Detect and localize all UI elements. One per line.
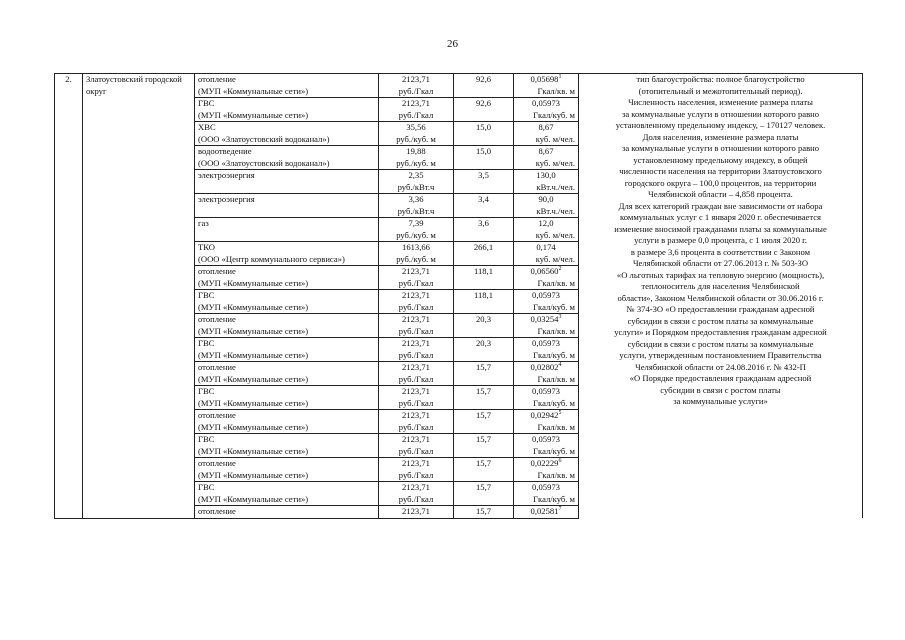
note-cell bbox=[579, 74, 863, 519]
rate-cell bbox=[454, 482, 514, 506]
tariff-value: 3,36 bbox=[408, 194, 424, 204]
norm-unit: куб. м/чел. bbox=[535, 157, 575, 168]
service-name: отопление bbox=[198, 266, 236, 276]
tariff-value: 2123,71 bbox=[402, 434, 430, 444]
norm-value: 0,05973 bbox=[532, 98, 560, 108]
tariff-value: 19,88 bbox=[406, 146, 426, 156]
norm-unit: куб. м/чел. bbox=[535, 253, 575, 264]
tariff-value: 35,56 bbox=[406, 122, 426, 132]
service-provider: (МУП «Коммунальные сети») bbox=[198, 421, 309, 432]
service-name: отопление bbox=[198, 506, 236, 516]
tariff-cell bbox=[379, 458, 454, 482]
rate-cell bbox=[454, 458, 514, 482]
norm-line bbox=[517, 146, 575, 158]
norm-line bbox=[517, 74, 575, 86]
note-line: (отопительный и межотопительный период). bbox=[638, 85, 803, 96]
rate-value: 15,7 bbox=[475, 386, 492, 396]
rate-cell bbox=[454, 122, 514, 146]
rate-cell bbox=[454, 218, 514, 242]
norm-value: 0,05973 bbox=[532, 290, 560, 300]
norm-value: 0,02942 bbox=[530, 410, 559, 420]
norm-value: 90,0 bbox=[538, 194, 554, 204]
service-provider: (ООО «Центр коммунального сервиса») bbox=[198, 253, 345, 264]
rate-value: 118,1 bbox=[473, 290, 494, 300]
norm-cell bbox=[514, 194, 579, 218]
rate-value: 15,7 bbox=[475, 506, 492, 516]
rate-cell bbox=[454, 146, 514, 170]
service-provider: (МУП «Коммунальные сети») bbox=[198, 373, 309, 384]
norm-line bbox=[517, 482, 575, 494]
norm-cell bbox=[514, 218, 579, 242]
service-provider: (МУП «Коммунальные сети») bbox=[198, 277, 309, 288]
tariff-cell bbox=[379, 74, 454, 98]
norm-unit: Гкал/кв. м bbox=[537, 85, 575, 96]
norm-unit: Гкал/кв. м bbox=[537, 373, 575, 384]
rate-value: 92,6 bbox=[475, 74, 492, 84]
norm-cell bbox=[514, 242, 579, 266]
norm-value: 130,0 bbox=[536, 170, 556, 180]
tariff-unit: руб./Гкал bbox=[398, 277, 434, 288]
rate-value: 15,0 bbox=[475, 146, 492, 156]
rate-value: 3,6 bbox=[478, 218, 489, 228]
service-cell bbox=[195, 242, 379, 266]
tariff-cell bbox=[379, 170, 454, 194]
norm-unit: куб. м/чел. bbox=[535, 229, 575, 240]
tariff-cell bbox=[379, 290, 454, 314]
norm-unit: Гкал/куб. м bbox=[533, 301, 575, 312]
tariff-cell bbox=[379, 338, 454, 362]
norm-footnote: 2 bbox=[558, 266, 562, 273]
note-line: субсидии в связи с ростом платы за коммунальные bbox=[627, 338, 814, 349]
norm-line bbox=[517, 98, 575, 110]
norm-value: 8,67 bbox=[538, 146, 554, 156]
norm-unit: Гкал/кв. м bbox=[537, 469, 575, 480]
note-line: «О Порядке предоставления гражданам адресной bbox=[629, 373, 812, 383]
rate-cell bbox=[454, 242, 514, 266]
norm-value: 0,03254 bbox=[530, 314, 559, 324]
norm-cell bbox=[514, 482, 579, 506]
tariff-cell bbox=[379, 410, 454, 434]
norm-cell bbox=[514, 170, 579, 194]
service-name: ХВС bbox=[198, 122, 216, 132]
norm-cell bbox=[514, 266, 579, 290]
service-cell bbox=[195, 170, 379, 194]
tariff-cell bbox=[379, 146, 454, 170]
service-cell bbox=[195, 458, 379, 482]
tariff-unit: руб./куб. м bbox=[396, 133, 436, 144]
service-name: отопление bbox=[198, 74, 236, 84]
service-cell bbox=[195, 98, 379, 122]
rate-value: 15,0 bbox=[475, 122, 492, 132]
tariff-value: 2123,71 bbox=[402, 410, 430, 420]
note-line: услуги, утвержденным постановлением Правительства bbox=[619, 350, 822, 360]
service-name: отопление bbox=[198, 458, 236, 468]
tariff-value: 2123,71 bbox=[402, 266, 430, 276]
note-line: коммунальных услуг с 1 января 2020 г. обеспечивается bbox=[620, 212, 821, 222]
norm-cell bbox=[514, 506, 579, 519]
norm-unit: кВт.ч./чел. bbox=[536, 205, 575, 216]
tariff-cell bbox=[379, 386, 454, 410]
service-cell bbox=[195, 314, 379, 338]
tariff-value: 2123,71 bbox=[402, 458, 430, 468]
note-line: за коммунальные услуги в отношении которого равно bbox=[621, 143, 820, 153]
rate-value: 3,5 bbox=[478, 170, 489, 180]
note-line: услуги в размере 0,0 процента, с 1 июля 2020 г. bbox=[634, 235, 807, 245]
tariff-value: 2123,71 bbox=[402, 482, 430, 492]
rate-cell bbox=[454, 338, 514, 362]
rate-cell bbox=[454, 362, 514, 386]
norm-line bbox=[517, 338, 575, 350]
norm-footnote: 1 bbox=[558, 74, 562, 81]
norm-line bbox=[517, 122, 575, 134]
norm-line bbox=[517, 362, 575, 374]
service-provider: (МУП «Коммунальные сети») bbox=[198, 493, 309, 504]
norm-cell bbox=[514, 338, 579, 362]
tariff-value: 2123,71 bbox=[402, 74, 430, 84]
norm-unit: Гкал/куб. м bbox=[533, 493, 575, 504]
rate-cell bbox=[454, 266, 514, 290]
tariff-unit: руб./куб. м bbox=[396, 253, 436, 264]
tariff-value: 2123,71 bbox=[402, 290, 430, 300]
note-line: численности населения на территории Златоустовского bbox=[619, 166, 822, 176]
service-name: ГВС bbox=[198, 290, 215, 300]
service-name: ГВС bbox=[198, 98, 215, 108]
note-line: Численность населения, изменение размера платы bbox=[628, 97, 813, 107]
service-name: отопление bbox=[198, 314, 236, 324]
note-line: в размере 3,6 процента в соответствии с Законом bbox=[630, 246, 811, 257]
rate-cell bbox=[454, 74, 514, 98]
service-provider: (МУП «Коммунальные сети») bbox=[198, 349, 309, 360]
tariff-value: 2123,71 bbox=[402, 314, 430, 324]
norm-value: 8,67 bbox=[538, 122, 554, 132]
norm-cell bbox=[514, 146, 579, 170]
norm-line bbox=[517, 506, 575, 518]
row-number: 2. bbox=[55, 74, 83, 519]
tariff-cell bbox=[379, 98, 454, 122]
note-line: субсидии в связи с ростом платы bbox=[660, 384, 781, 395]
norm-line bbox=[517, 386, 575, 398]
tariff-cell bbox=[379, 362, 454, 386]
norm-cell bbox=[514, 122, 579, 146]
norm-line bbox=[517, 170, 575, 182]
tariff-value: 2,35 bbox=[408, 170, 424, 180]
norm-unit: Гкал/куб. м bbox=[533, 349, 575, 360]
norm-footnote: 5 bbox=[558, 410, 562, 417]
tariff-value: 1613,66 bbox=[402, 242, 430, 252]
note-line: Для всех категорий граждан вне зависимости от набора bbox=[618, 200, 823, 211]
norm-value: 0,05973 bbox=[532, 482, 560, 492]
norm-cell bbox=[514, 386, 579, 410]
norm-unit: кВт.ч./чел. bbox=[536, 181, 575, 192]
service-cell bbox=[195, 290, 379, 314]
norm-cell bbox=[514, 290, 579, 314]
norm-value: 0,02229 bbox=[530, 458, 559, 468]
tariff-cell bbox=[379, 266, 454, 290]
note-line: установленному предельному индексу, – 170127 человек. bbox=[615, 120, 826, 130]
rate-value: 3,4 bbox=[478, 194, 489, 204]
tariff-unit: руб./Гкал bbox=[398, 301, 434, 312]
tariff-unit: руб./куб. м bbox=[396, 157, 436, 168]
norm-cell bbox=[514, 434, 579, 458]
norm-cell bbox=[514, 410, 579, 434]
note-line: Челябинской области от 27.06.2013 г. № 503-ЗО bbox=[632, 258, 809, 268]
service-cell bbox=[195, 146, 379, 170]
norm-unit: Гкал/кв. м bbox=[537, 421, 575, 432]
note-line: теплоноситель для населения Челябинской bbox=[641, 281, 800, 291]
tariff-unit: руб./Гкал bbox=[398, 493, 434, 504]
tariff-value: 2123,71 bbox=[402, 386, 430, 396]
tariff-unit: руб./Гкал bbox=[398, 325, 434, 336]
note-line: № 374-ЗО «О предоставлении гражданам адресной bbox=[626, 304, 815, 314]
tariff-unit: руб./Гкал bbox=[398, 373, 434, 384]
tariff-cell bbox=[379, 218, 454, 242]
norm-unit: Гкал/куб. м bbox=[533, 109, 575, 120]
tariff-unit: руб./Гкал bbox=[398, 421, 434, 432]
note-line: Челябинской области – 4,858 процента. bbox=[648, 189, 793, 199]
rate-cell bbox=[454, 314, 514, 338]
note-line: за коммунальные услуги в отношении которого равно bbox=[621, 108, 820, 119]
norm-unit: Гкал/куб. м bbox=[533, 445, 575, 456]
service-name: ГВС bbox=[198, 338, 215, 348]
tariff-value: 2123,71 bbox=[402, 362, 430, 372]
service-name: ГВС bbox=[198, 386, 215, 396]
service-provider: (МУП «Коммунальные сети») bbox=[198, 325, 309, 336]
note-line: Доля населения, изменение размера платы bbox=[642, 131, 799, 142]
rate-value: 266,1 bbox=[473, 242, 494, 252]
norm-unit: Гкал/куб. м bbox=[533, 397, 575, 408]
norm-unit: Гкал/кв. м bbox=[537, 325, 575, 336]
rate-value: 20,3 bbox=[475, 338, 492, 348]
tariff-cell bbox=[379, 314, 454, 338]
tariff-unit: руб./Гкал bbox=[398, 469, 434, 480]
tariff-unit: руб./Гкал bbox=[398, 109, 434, 120]
rate-value: 92,6 bbox=[475, 98, 492, 108]
service-cell bbox=[195, 410, 379, 434]
norm-line bbox=[517, 434, 575, 446]
norm-value: 12,0 bbox=[538, 218, 554, 228]
service-cell bbox=[195, 362, 379, 386]
tariff-cell bbox=[379, 242, 454, 266]
service-name: ТКО bbox=[198, 242, 215, 252]
service-cell bbox=[195, 386, 379, 410]
norm-footnote: 3 bbox=[558, 314, 562, 321]
tariff-value: 2123,71 bbox=[402, 506, 430, 516]
tariff-unit: руб./Гкал bbox=[398, 397, 434, 408]
note-line: Челябинской области от 24.08.2016 г. № 432-П bbox=[635, 361, 806, 372]
service-cell bbox=[195, 266, 379, 290]
note-line: тип благоустройства: полное благоустройство bbox=[636, 74, 805, 84]
tariff-cell bbox=[379, 194, 454, 218]
note-line: за коммунальные услуги» bbox=[673, 396, 768, 406]
tariff-value: 2123,71 bbox=[402, 338, 430, 348]
norm-footnote: 4 bbox=[558, 362, 562, 369]
tariff-cell bbox=[379, 122, 454, 146]
note-line: установленному предельному индексу, в общей bbox=[633, 154, 808, 165]
rate-value: 15,7 bbox=[475, 482, 492, 492]
rate-value: 118,1 bbox=[473, 266, 494, 276]
tariff-unit: руб./Гкал bbox=[398, 349, 434, 360]
service-cell bbox=[195, 194, 379, 218]
norm-value: 0,06560 bbox=[530, 266, 559, 276]
service-name: газ bbox=[198, 218, 209, 228]
norm-line bbox=[517, 218, 575, 230]
rate-cell bbox=[454, 410, 514, 434]
norm-cell bbox=[514, 362, 579, 386]
norm-line bbox=[517, 194, 575, 206]
norm-footnote: 6 bbox=[558, 458, 562, 465]
rate-cell bbox=[454, 98, 514, 122]
rate-cell bbox=[454, 290, 514, 314]
norm-value: 0,05698 bbox=[530, 74, 559, 84]
note-line: субсидии в связи с ростом платы за коммунальные bbox=[627, 315, 814, 326]
rate-value: 15,7 bbox=[475, 410, 492, 420]
service-provider: (МУП «Коммунальные сети») bbox=[198, 469, 309, 480]
norm-cell bbox=[514, 458, 579, 482]
norm-value: 0,02802 bbox=[530, 362, 559, 372]
note-line: услуги» и Порядком предоставления гражданам адресной bbox=[614, 327, 827, 337]
service-provider: (МУП «Коммунальные сети») bbox=[198, 397, 309, 408]
service-provider: (ООО «Златоустовский водоканал») bbox=[198, 133, 330, 144]
note-line: изменение вносимой гражданами платы за коммунальные bbox=[614, 223, 827, 234]
tariff-unit: руб./Гкал bbox=[398, 85, 434, 96]
tariff-cell bbox=[379, 434, 454, 458]
tariff-cell bbox=[379, 506, 454, 519]
page-number: 26 bbox=[447, 38, 458, 50]
service-cell bbox=[195, 122, 379, 146]
norm-line bbox=[517, 266, 575, 278]
norm-footnote: 7 bbox=[558, 506, 562, 513]
tariff-unit: руб./куб. м bbox=[396, 229, 436, 240]
norm-value: 0,05973 bbox=[532, 338, 560, 348]
service-name: электроэнергия bbox=[198, 170, 255, 180]
norm-line bbox=[517, 242, 575, 254]
tariff-unit: руб./кВт.ч bbox=[397, 205, 435, 216]
tariff-value: 2123,71 bbox=[402, 98, 430, 108]
norm-unit: Гкал/кв. м bbox=[537, 277, 575, 288]
norm-cell bbox=[514, 74, 579, 98]
service-name: электроэнергия bbox=[198, 194, 255, 204]
rate-cell bbox=[454, 506, 514, 519]
norm-value: 0,174 bbox=[536, 242, 556, 252]
service-cell bbox=[195, 434, 379, 458]
service-provider: (МУП «Коммунальные сети») bbox=[198, 445, 309, 456]
service-name: водоотведение bbox=[198, 146, 252, 156]
norm-cell bbox=[514, 98, 579, 122]
service-provider: (ООО «Златоустовский водоканал») bbox=[198, 157, 330, 168]
tariff-cell bbox=[379, 482, 454, 506]
rate-value: 15,7 bbox=[475, 362, 492, 372]
tariff-table bbox=[54, 73, 863, 519]
service-name: отопление bbox=[198, 362, 236, 372]
service-cell bbox=[195, 482, 379, 506]
rate-cell bbox=[454, 386, 514, 410]
rate-value: 15,7 bbox=[475, 458, 492, 468]
service-provider: (МУП «Коммунальные сети») bbox=[198, 301, 309, 312]
municipality-name: Златоустовский городской округ bbox=[83, 74, 195, 519]
service-name: ГВС bbox=[198, 434, 215, 444]
note-line: области», Законом Челябинской области от 30.06.2016 г. bbox=[617, 292, 824, 303]
tariff-unit: руб./кВт.ч bbox=[397, 181, 435, 192]
note-line: «О льготных тарифах на тепловую энергию (мощность), bbox=[616, 269, 825, 280]
norm-unit: куб. м/чел. bbox=[535, 133, 575, 144]
service-cell bbox=[195, 74, 379, 98]
service-name: ГВС bbox=[198, 482, 215, 492]
norm-cell bbox=[514, 314, 579, 338]
norm-value: 0,05973 bbox=[532, 386, 560, 396]
norm-value: 0,05973 bbox=[532, 434, 560, 444]
rate-cell bbox=[454, 170, 514, 194]
note-line: городского округа – 100,0 процентов, на территории bbox=[624, 177, 817, 188]
tariff-value: 7,39 bbox=[408, 218, 424, 228]
service-provider: (МУП «Коммунальные сети») bbox=[198, 85, 309, 96]
norm-line bbox=[517, 314, 575, 326]
table-row bbox=[55, 74, 863, 98]
norm-line bbox=[517, 410, 575, 422]
rate-value: 20,3 bbox=[475, 314, 492, 324]
service-cell bbox=[195, 338, 379, 362]
rate-value: 15,7 bbox=[475, 434, 492, 444]
norm-value: 0,02581 bbox=[530, 506, 559, 516]
service-name: отопление bbox=[198, 410, 236, 420]
rate-cell bbox=[454, 194, 514, 218]
norm-line bbox=[517, 458, 575, 470]
service-provider: (МУП «Коммунальные сети») bbox=[198, 109, 309, 120]
rate-cell bbox=[454, 434, 514, 458]
service-cell bbox=[195, 506, 379, 519]
tariff-unit: руб./Гкал bbox=[398, 445, 434, 456]
norm-line bbox=[517, 290, 575, 302]
service-cell bbox=[195, 218, 379, 242]
